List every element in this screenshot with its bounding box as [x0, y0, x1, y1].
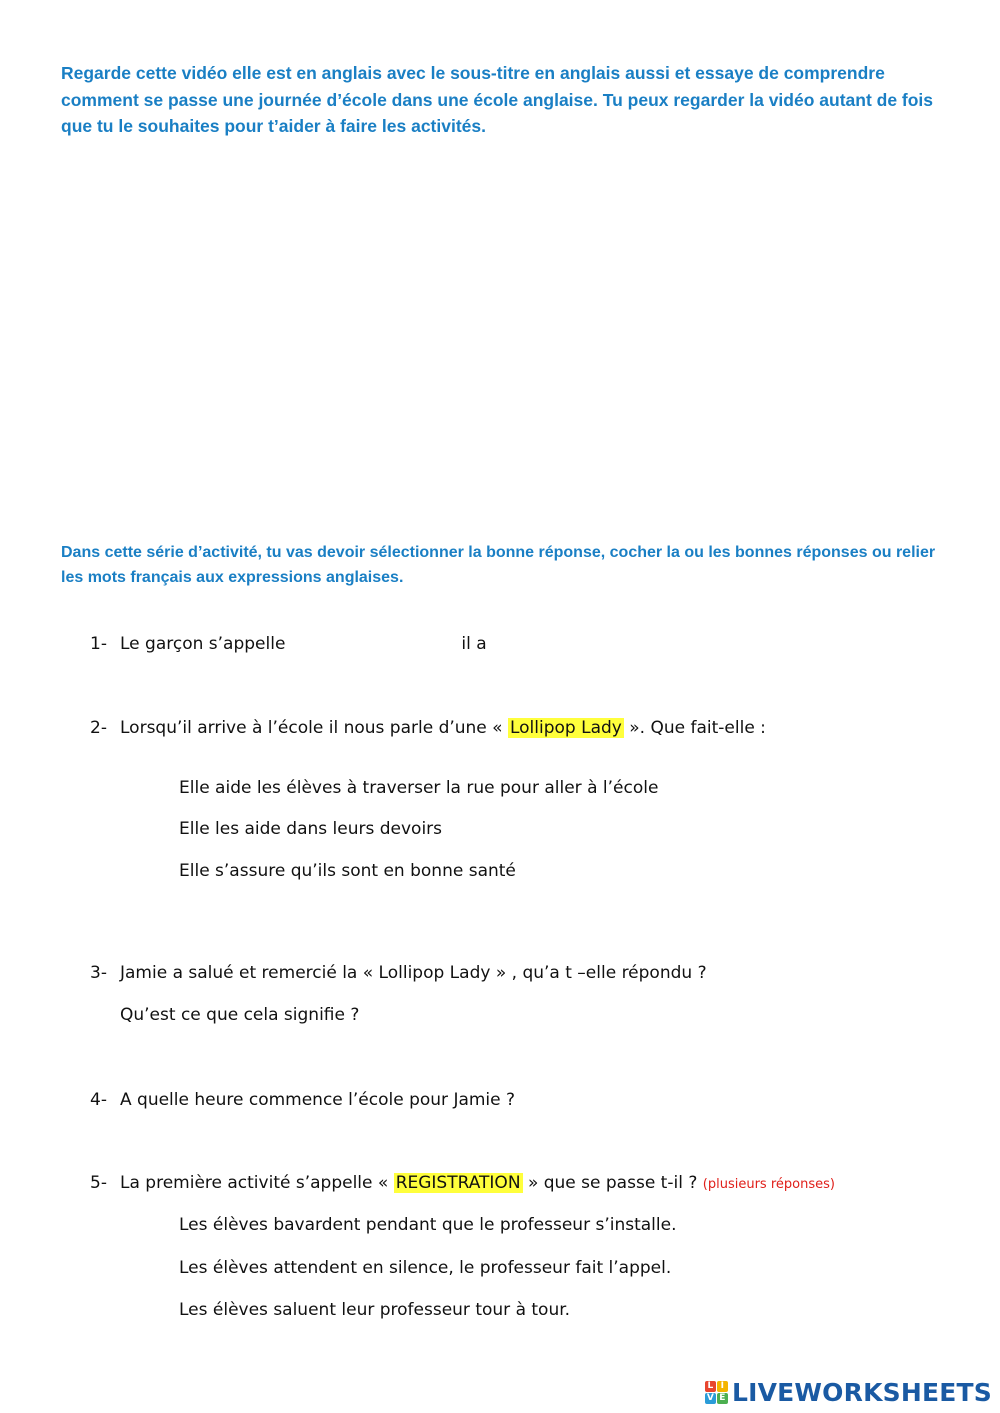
- question-2-highlight: Lollipop Lady: [509, 718, 622, 738]
- question-2: [90, 718, 766, 738]
- logo-letter-i: I: [717, 1381, 728, 1392]
- question-3-line-2: Qu’est ce que cela signifie ?: [120, 1005, 360, 1025]
- question-3-line-1: Jamie a salué et remercié la « Lollipop Lady » , qu’a t –elle répondu ?: [120, 963, 707, 983]
- question-4-number: 4-: [90, 1090, 107, 1110]
- intro-paragraph: Regarde cette vidéo elle est en anglais avec le sous-titre en anglais aussi et essaye de comprendre comment se passe une journée d’école dans une école anglaise. Tu peux regarder la vidéo autant de fois que tu le souhaites pour t’aider à faire les activités.: [61, 63, 934, 136]
- question-2-number: 2-: [90, 718, 107, 738]
- question-1-text-part2: il a: [461, 634, 487, 654]
- question-2-option-1: Elle aide les élèves à traverser la rue pour aller à l’école: [179, 778, 659, 798]
- question-5-note: (plusieurs réponses): [702, 1177, 835, 1192]
- question-5-text-before: La première activité s’appelle «: [120, 1173, 389, 1193]
- question-5-number: 5-: [90, 1173, 107, 1193]
- question-2-text-after: ». Que fait-elle :: [629, 718, 766, 738]
- question-5-option-2: Les élèves attendent en silence, le professeur fait l’appel.: [179, 1258, 672, 1278]
- logo-letter-v: V: [706, 1393, 715, 1403]
- question-1-number: 1-: [90, 634, 107, 654]
- question-3: [90, 963, 707, 983]
- question-5-highlight: REGISTRATION: [395, 1173, 521, 1193]
- liveworksheets-wordmark: LIVEWORKSHEETS: [731, 1378, 992, 1407]
- question-4: [90, 1090, 515, 1110]
- question-5-option-1: Les élèves bavardent pendant que le professeur s’installe.: [179, 1215, 677, 1235]
- logo-letter-l: L: [705, 1381, 716, 1392]
- liveworksheets-brand: [705, 1378, 992, 1407]
- logo-letter-e: E: [717, 1393, 728, 1404]
- question-4-text: A quelle heure commence l’école pour Jamie ?: [120, 1090, 516, 1110]
- question-3-number: 3-: [90, 963, 107, 983]
- question-5-option-3: Les élèves saluent leur professeur tour à tour.: [179, 1300, 571, 1320]
- instructions-paragraph: Dans cette série d’activité, tu vas devoir sélectionner la bonne réponse, cocher la ou les bonnes réponses ou relier les mots français aux expressions anglaises.: [61, 544, 936, 586]
- question-5-text-after: » que se passe t-il ?: [527, 1173, 698, 1193]
- question-2-option-3: Elle s’assure qu’ils sont en bonne santé: [179, 861, 516, 881]
- question-5: [90, 1173, 835, 1193]
- question-1-text-part1: Le garçon s’appelle: [120, 634, 286, 654]
- question-2-text-before: Lorsqu’il arrive à l’école il nous parle d’une «: [120, 718, 503, 738]
- question-1: [90, 634, 487, 654]
- liveworksheets-logo-icon: [705, 1381, 728, 1404]
- question-2-option-2: Elle les aide dans leurs devoirs: [179, 819, 443, 839]
